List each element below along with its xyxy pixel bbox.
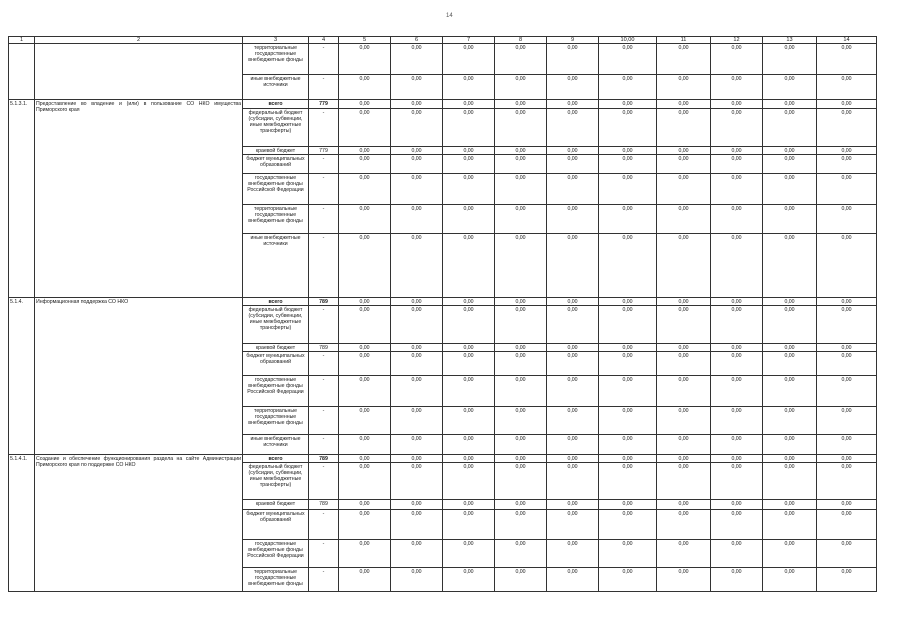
amount-cell: 0,00: [599, 407, 657, 435]
col4-value: -: [309, 376, 339, 407]
amount-cell: 0,00: [547, 344, 599, 352]
amount-cell: 0,00: [443, 100, 495, 109]
amount-cell: 0,00: [391, 463, 443, 500]
amount-cell: 0,00: [763, 234, 817, 298]
amount-cell: 0,00: [657, 147, 711, 155]
amount-cell: 0,00: [391, 234, 443, 298]
amount-cell: 0,00: [763, 407, 817, 435]
funding-source: бюджет муниципальных образований: [243, 510, 309, 540]
amount-cell: 0,00: [657, 234, 711, 298]
amount-cell: 0,00: [599, 44, 657, 75]
amount-cell: 0,00: [443, 155, 495, 174]
amount-cell: 0,00: [547, 298, 599, 306]
amount-cell: 0,00: [599, 155, 657, 174]
amount-cell: 0,00: [339, 109, 391, 147]
table-row: [9, 100, 877, 109]
header-cell: 7: [443, 37, 495, 44]
amount-cell: 0,00: [495, 352, 547, 376]
amount-cell: 0,00: [763, 298, 817, 306]
table-row: [9, 455, 877, 463]
amount-cell: 0,00: [711, 109, 763, 147]
amount-cell: 0,00: [339, 298, 391, 306]
amount-cell: 0,00: [817, 100, 877, 109]
item-name: [35, 44, 243, 100]
amount-cell: 0,00: [339, 234, 391, 298]
amount-cell: 0,00: [443, 407, 495, 435]
col4-value: -: [309, 205, 339, 234]
amount-cell: 0,00: [817, 376, 877, 407]
amount-cell: 0,00: [599, 455, 657, 463]
amount-cell: 0,00: [711, 510, 763, 540]
amount-cell: 0,00: [657, 205, 711, 234]
amount-cell: 0,00: [817, 44, 877, 75]
amount-cell: 0,00: [817, 463, 877, 500]
header-cell: 2: [35, 37, 243, 44]
col4-value: -: [309, 407, 339, 435]
amount-cell: 0,00: [547, 109, 599, 147]
amount-cell: 0,00: [339, 205, 391, 234]
amount-cell: 0,00: [391, 344, 443, 352]
amount-cell: 0,00: [547, 500, 599, 510]
amount-cell: 0,00: [817, 407, 877, 435]
amount-cell: 0,00: [763, 75, 817, 100]
amount-cell: 0,00: [547, 435, 599, 455]
amount-cell: 0,00: [711, 44, 763, 75]
amount-cell: 0,00: [657, 407, 711, 435]
funding-source: бюджет муниципальных образований: [243, 155, 309, 174]
table-header-row: [9, 37, 877, 44]
budget-table: [8, 36, 877, 592]
amount-cell: 0,00: [495, 147, 547, 155]
amount-cell: 0,00: [599, 234, 657, 298]
col4-value: -: [309, 540, 339, 568]
amount-cell: 0,00: [339, 44, 391, 75]
amount-cell: 0,00: [711, 344, 763, 352]
amount-cell: 0,00: [495, 174, 547, 205]
header-cell: 5: [339, 37, 391, 44]
funding-source: территориальные государственные внебюджетные фонды: [243, 205, 309, 234]
amount-cell: 0,00: [763, 510, 817, 540]
amount-cell: 0,00: [339, 376, 391, 407]
amount-cell: 0,00: [339, 352, 391, 376]
amount-cell: 0,00: [657, 435, 711, 455]
amount-cell: 0,00: [339, 155, 391, 174]
header-cell: 14: [817, 37, 877, 44]
amount-cell: 0,00: [495, 44, 547, 75]
amount-cell: 0,00: [763, 344, 817, 352]
amount-cell: 0,00: [391, 174, 443, 205]
header-cell: 9: [547, 37, 599, 44]
funding-source: иные внебюджетные источники: [243, 435, 309, 455]
amount-cell: 0,00: [657, 352, 711, 376]
amount-cell: 0,00: [763, 435, 817, 455]
funding-source: территориальные государственные внебюджетные фонды: [243, 407, 309, 435]
amount-cell: 0,00: [657, 298, 711, 306]
amount-cell: 0,00: [817, 510, 877, 540]
amount-cell: 0,00: [495, 510, 547, 540]
amount-cell: 0,00: [763, 100, 817, 109]
amount-cell: 0,00: [817, 298, 877, 306]
amount-cell: 0,00: [657, 455, 711, 463]
amount-cell: 0,00: [711, 306, 763, 344]
amount-cell: 0,00: [391, 455, 443, 463]
amount-cell: 0,00: [339, 147, 391, 155]
amount-cell: 0,00: [711, 75, 763, 100]
funding-source: всего: [243, 100, 309, 109]
item-code: 5.1.3.1.: [9, 100, 35, 298]
amount-cell: 0,00: [817, 174, 877, 205]
amount-cell: 0,00: [495, 435, 547, 455]
header-cell: 10,00: [599, 37, 657, 44]
amount-cell: 0,00: [817, 306, 877, 344]
amount-cell: 0,00: [391, 352, 443, 376]
item-name: Информационная поддержка СО НКО: [35, 298, 243, 455]
amount-cell: 0,00: [657, 75, 711, 100]
amount-cell: 0,00: [495, 344, 547, 352]
amount-cell: 0,00: [547, 174, 599, 205]
amount-cell: 0,00: [547, 147, 599, 155]
amount-cell: 0,00: [443, 510, 495, 540]
amount-cell: 0,00: [763, 155, 817, 174]
amount-cell: 0,00: [443, 344, 495, 352]
funding-source: бюджет муниципальных образований: [243, 352, 309, 376]
col4-value: 789: [309, 298, 339, 306]
funding-source: федеральный бюджет (субсидии, субвенции, иные межбюджетные трансферты): [243, 306, 309, 344]
amount-cell: 0,00: [711, 155, 763, 174]
amount-cell: 0,00: [443, 435, 495, 455]
funding-source: иные внебюджетные источники: [243, 75, 309, 100]
amount-cell: 0,00: [391, 376, 443, 407]
amount-cell: 0,00: [339, 463, 391, 500]
header-cell: 11: [657, 37, 711, 44]
amount-cell: 0,00: [763, 540, 817, 568]
amount-cell: 0,00: [657, 344, 711, 352]
amount-cell: 0,00: [711, 174, 763, 205]
header-cell: 6: [391, 37, 443, 44]
col4-value: -: [309, 155, 339, 174]
amount-cell: 0,00: [339, 510, 391, 540]
table-row: [9, 44, 877, 75]
item-name: Предоставление во владение и (или) в пользование СО НКО имущества Приморского края: [35, 100, 243, 298]
amount-cell: 0,00: [763, 500, 817, 510]
amount-cell: 0,00: [657, 376, 711, 407]
amount-cell: 0,00: [711, 205, 763, 234]
amount-cell: 0,00: [599, 376, 657, 407]
amount-cell: 0,00: [339, 540, 391, 568]
amount-cell: 0,00: [391, 75, 443, 100]
amount-cell: 0,00: [339, 500, 391, 510]
amount-cell: 0,00: [547, 568, 599, 592]
amount-cell: 0,00: [711, 407, 763, 435]
amount-cell: 0,00: [547, 234, 599, 298]
amount-cell: 0,00: [339, 100, 391, 109]
col4-value: -: [309, 109, 339, 147]
col4-value: -: [309, 435, 339, 455]
amount-cell: 0,00: [599, 298, 657, 306]
amount-cell: 0,00: [599, 109, 657, 147]
funding-source: иные внебюджетные источники: [243, 234, 309, 298]
amount-cell: 0,00: [657, 44, 711, 75]
col4-value: -: [309, 463, 339, 500]
amount-cell: 0,00: [443, 147, 495, 155]
amount-cell: 0,00: [599, 352, 657, 376]
amount-cell: 0,00: [763, 147, 817, 155]
amount-cell: 0,00: [391, 540, 443, 568]
amount-cell: 0,00: [817, 147, 877, 155]
col4-value: -: [309, 306, 339, 344]
amount-cell: 0,00: [711, 298, 763, 306]
col4-value: -: [309, 75, 339, 100]
amount-cell: 0,00: [599, 344, 657, 352]
amount-cell: 0,00: [657, 306, 711, 344]
amount-cell: 0,00: [547, 44, 599, 75]
amount-cell: 0,00: [657, 540, 711, 568]
amount-cell: 0,00: [599, 100, 657, 109]
amount-cell: 0,00: [817, 540, 877, 568]
col4-value: -: [309, 568, 339, 592]
funding-source: территориальные государственные внебюджетные фонды: [243, 44, 309, 75]
amount-cell: 0,00: [391, 568, 443, 592]
amount-cell: 0,00: [391, 306, 443, 344]
amount-cell: 0,00: [599, 568, 657, 592]
amount-cell: 0,00: [391, 510, 443, 540]
amount-cell: 0,00: [443, 306, 495, 344]
amount-cell: 0,00: [547, 407, 599, 435]
amount-cell: 0,00: [443, 298, 495, 306]
item-code: 5.1.4.: [9, 298, 35, 455]
amount-cell: 0,00: [599, 205, 657, 234]
amount-cell: 0,00: [495, 407, 547, 435]
amount-cell: 0,00: [817, 344, 877, 352]
header-cell: 3: [243, 37, 309, 44]
amount-cell: 0,00: [817, 75, 877, 100]
amount-cell: 0,00: [817, 352, 877, 376]
amount-cell: 0,00: [443, 234, 495, 298]
amount-cell: 0,00: [711, 234, 763, 298]
amount-cell: 0,00: [339, 174, 391, 205]
amount-cell: 0,00: [495, 500, 547, 510]
amount-cell: 0,00: [339, 435, 391, 455]
amount-cell: 0,00: [547, 352, 599, 376]
amount-cell: 0,00: [711, 455, 763, 463]
amount-cell: 0,00: [599, 540, 657, 568]
amount-cell: 0,00: [443, 463, 495, 500]
funding-source: территориальные государственные внебюджетные фонды: [243, 568, 309, 592]
amount-cell: 0,00: [495, 540, 547, 568]
amount-cell: 0,00: [443, 352, 495, 376]
amount-cell: 0,00: [495, 205, 547, 234]
amount-cell: 0,00: [443, 174, 495, 205]
amount-cell: 0,00: [443, 500, 495, 510]
amount-cell: 0,00: [547, 510, 599, 540]
amount-cell: 0,00: [657, 463, 711, 500]
amount-cell: 0,00: [599, 147, 657, 155]
amount-cell: 0,00: [495, 376, 547, 407]
amount-cell: 0,00: [391, 500, 443, 510]
col4-value: -: [309, 174, 339, 205]
funding-source: краевой бюджет: [243, 147, 309, 155]
header-cell: 12: [711, 37, 763, 44]
amount-cell: 0,00: [599, 510, 657, 540]
col4-value: -: [309, 352, 339, 376]
amount-cell: 0,00: [599, 306, 657, 344]
header-cell: 8: [495, 37, 547, 44]
amount-cell: 0,00: [547, 205, 599, 234]
col4-value: -: [309, 44, 339, 75]
col4-value: 779: [309, 147, 339, 155]
funding-source: краевой бюджет: [243, 344, 309, 352]
amount-cell: 0,00: [763, 205, 817, 234]
amount-cell: 0,00: [547, 540, 599, 568]
funding-source: краевой бюджет: [243, 500, 309, 510]
amount-cell: 0,00: [443, 205, 495, 234]
funding-source: государственные внебюджетные фонды Российской Федерации: [243, 376, 309, 407]
amount-cell: 0,00: [763, 352, 817, 376]
amount-cell: 0,00: [443, 109, 495, 147]
amount-cell: 0,00: [443, 568, 495, 592]
amount-cell: 0,00: [495, 306, 547, 344]
col4-value: -: [309, 234, 339, 298]
header-cell: 4: [309, 37, 339, 44]
item-name: Создание и обеспечение функционирования раздела на сайте Администрации Приморского края по поддержке СО НКО: [35, 455, 243, 592]
amount-cell: 0,00: [495, 298, 547, 306]
amount-cell: 0,00: [547, 376, 599, 407]
amount-cell: 0,00: [817, 109, 877, 147]
amount-cell: 0,00: [599, 463, 657, 500]
amount-cell: 0,00: [763, 44, 817, 75]
amount-cell: 0,00: [495, 463, 547, 500]
amount-cell: 0,00: [711, 568, 763, 592]
amount-cell: 0,00: [391, 100, 443, 109]
amount-cell: 0,00: [763, 174, 817, 205]
amount-cell: 0,00: [599, 435, 657, 455]
amount-cell: 0,00: [711, 500, 763, 510]
amount-cell: 0,00: [391, 147, 443, 155]
amount-cell: 0,00: [599, 174, 657, 205]
amount-cell: 0,00: [339, 344, 391, 352]
amount-cell: 0,00: [657, 510, 711, 540]
amount-cell: 0,00: [391, 407, 443, 435]
amount-cell: 0,00: [763, 568, 817, 592]
header-cell: 13: [763, 37, 817, 44]
col4-value: -: [309, 510, 339, 540]
amount-cell: 0,00: [495, 234, 547, 298]
amount-cell: 0,00: [817, 205, 877, 234]
table-row: [9, 298, 877, 306]
amount-cell: 0,00: [443, 455, 495, 463]
funding-source: всего: [243, 298, 309, 306]
amount-cell: 0,00: [763, 376, 817, 407]
amount-cell: 0,00: [339, 455, 391, 463]
funding-source: государственные внебюджетные фонды Российской Федерации: [243, 540, 309, 568]
funding-source: всего: [243, 455, 309, 463]
amount-cell: 0,00: [711, 352, 763, 376]
amount-cell: 0,00: [391, 435, 443, 455]
col4-value: 779: [309, 100, 339, 109]
amount-cell: 0,00: [763, 109, 817, 147]
amount-cell: 0,00: [711, 463, 763, 500]
amount-cell: 0,00: [339, 75, 391, 100]
amount-cell: 0,00: [547, 155, 599, 174]
funding-source: государственные внебюджетные фонды Российской Федерации: [243, 174, 309, 205]
amount-cell: 0,00: [495, 155, 547, 174]
amount-cell: 0,00: [711, 147, 763, 155]
amount-cell: 0,00: [599, 75, 657, 100]
amount-cell: 0,00: [495, 568, 547, 592]
amount-cell: 0,00: [817, 568, 877, 592]
amount-cell: 0,00: [339, 407, 391, 435]
amount-cell: 0,00: [547, 463, 599, 500]
amount-cell: 0,00: [495, 455, 547, 463]
amount-cell: 0,00: [657, 174, 711, 205]
amount-cell: 0,00: [391, 205, 443, 234]
amount-cell: 0,00: [657, 155, 711, 174]
amount-cell: 0,00: [711, 100, 763, 109]
amount-cell: 0,00: [763, 455, 817, 463]
amount-cell: 0,00: [495, 75, 547, 100]
amount-cell: 0,00: [391, 155, 443, 174]
amount-cell: 0,00: [443, 376, 495, 407]
amount-cell: 0,00: [763, 463, 817, 500]
col4-value: 789: [309, 344, 339, 352]
amount-cell: 0,00: [657, 100, 711, 109]
amount-cell: 0,00: [547, 455, 599, 463]
amount-cell: 0,00: [763, 306, 817, 344]
amount-cell: 0,00: [495, 109, 547, 147]
amount-cell: 0,00: [711, 376, 763, 407]
amount-cell: 0,00: [339, 306, 391, 344]
header-cell: 1: [9, 37, 35, 44]
amount-cell: 0,00: [547, 75, 599, 100]
amount-cell: 0,00: [657, 568, 711, 592]
amount-cell: 0,00: [495, 100, 547, 109]
amount-cell: 0,00: [599, 500, 657, 510]
amount-cell: 0,00: [711, 435, 763, 455]
amount-cell: 0,00: [391, 298, 443, 306]
amount-cell: 0,00: [339, 568, 391, 592]
col4-value: 789: [309, 500, 339, 510]
amount-cell: 0,00: [711, 540, 763, 568]
amount-cell: 0,00: [817, 455, 877, 463]
amount-cell: 0,00: [657, 500, 711, 510]
item-code: [9, 44, 35, 100]
amount-cell: 0,00: [817, 500, 877, 510]
amount-cell: 0,00: [817, 435, 877, 455]
amount-cell: 0,00: [547, 100, 599, 109]
page-number: 14: [446, 13, 453, 19]
item-code: 5.1.4.1.: [9, 455, 35, 592]
funding-source: федеральный бюджет (субсидии, субвенции, иные межбюджетные трансферты): [243, 463, 309, 500]
amount-cell: 0,00: [391, 109, 443, 147]
amount-cell: 0,00: [443, 75, 495, 100]
amount-cell: 0,00: [443, 44, 495, 75]
col4-value: 789: [309, 455, 339, 463]
amount-cell: 0,00: [657, 109, 711, 147]
amount-cell: 0,00: [547, 306, 599, 344]
amount-cell: 0,00: [817, 234, 877, 298]
funding-source: федеральный бюджет (субсидии, субвенции, иные межбюджетные трансферты): [243, 109, 309, 147]
amount-cell: 0,00: [391, 44, 443, 75]
amount-cell: 0,00: [817, 155, 877, 174]
amount-cell: 0,00: [443, 540, 495, 568]
